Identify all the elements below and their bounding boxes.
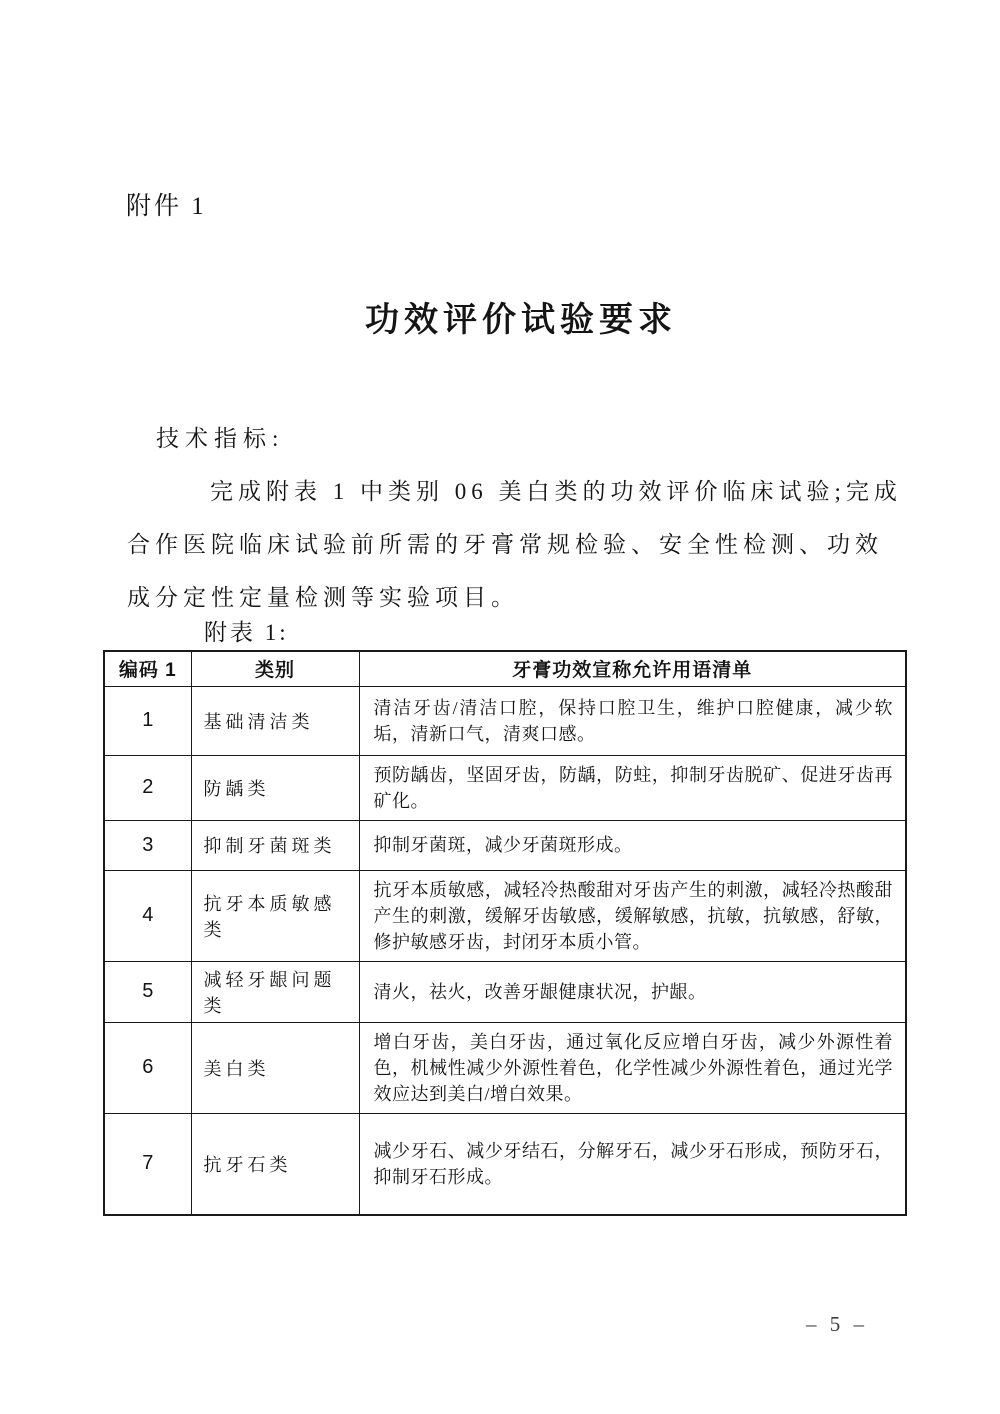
row-code: 6 bbox=[104, 1022, 191, 1113]
row-terms: 清火，祛火，改善牙龈健康状况，护龈。 bbox=[359, 961, 906, 1022]
row-code: 4 bbox=[104, 870, 191, 961]
row-code: 2 bbox=[104, 755, 191, 820]
table-caption: 附表 1: bbox=[204, 620, 289, 645]
row-terms: 抑制牙菌斑，减少牙菌斑形成。 bbox=[359, 820, 906, 870]
table-row bbox=[104, 755, 906, 820]
row-terms: 清洁牙齿/清洁口腔，保持口腔卫生，维护口腔健康，减少软垢，清新口气，清爽口感。 bbox=[359, 686, 906, 755]
row-terms: 抗牙本质敏感，减轻冷热酸甜对牙齿产生的刺激，减轻冷热酸甜产生的刺激，缓解牙齿敏感，缓解敏感，抗敏，抗敏感，舒敏，修护敏感牙齿，封闭牙本质小管。 bbox=[359, 870, 906, 961]
row-code: 3 bbox=[104, 820, 191, 870]
row-code: 1 bbox=[104, 686, 191, 755]
table-row bbox=[104, 820, 906, 870]
attachment-label: 附件 1 bbox=[126, 193, 207, 220]
table-row bbox=[104, 1113, 906, 1215]
header-category: 类别 bbox=[191, 651, 359, 686]
row-category: 抗牙石类 bbox=[191, 1113, 359, 1215]
row-category: 抗牙本质敏感类 bbox=[191, 870, 359, 961]
paragraph-line: 合作医院临床试验前所需的牙膏常规检验、安全性检测、功效 bbox=[127, 532, 883, 557]
table-row bbox=[104, 1022, 906, 1113]
row-code: 5 bbox=[104, 961, 191, 1022]
paragraph-line: 成分定性定量检测等实验项目。 bbox=[127, 585, 519, 610]
page-title: 功效评价试验要求 bbox=[365, 302, 677, 339]
row-terms: 增白牙齿，美白牙齿，通过氧化反应增白牙齿，减少外源性着色，机械性减少外源性着色，化学性减少外源性着色，通过光学效应达到美白/增白效果。 bbox=[359, 1022, 906, 1113]
paragraph-line: 完成附表 1 中类别 06 美白类的功效评价临床试验;完成 bbox=[210, 479, 902, 504]
row-terms: 减少牙石、减少牙结石，分解牙石，减少牙石形成，预防牙石，抑制牙石形成。 bbox=[359, 1113, 906, 1215]
table-row bbox=[104, 961, 906, 1022]
table-row bbox=[104, 686, 906, 755]
table-row bbox=[104, 870, 906, 961]
row-category: 防龋类 bbox=[191, 755, 359, 820]
row-category: 基础清洁类 bbox=[191, 686, 359, 755]
section-label: 技术指标: bbox=[156, 426, 285, 451]
row-category: 减轻牙龈问题类 bbox=[191, 961, 359, 1022]
row-category: 抑制牙菌斑类 bbox=[191, 820, 359, 870]
page-number: – 5 – bbox=[806, 1312, 868, 1336]
header-code: 编码 1 bbox=[104, 651, 191, 686]
row-terms: 预防龋齿，坚固牙齿，防龋，防蛀，抑制牙齿脱矿、促进牙齿再矿化。 bbox=[359, 755, 906, 820]
claims-table bbox=[103, 650, 907, 1216]
row-code: 7 bbox=[104, 1113, 191, 1215]
header-terms: 牙膏功效宣称允许用语清单 bbox=[359, 651, 906, 686]
table-header-row bbox=[104, 651, 906, 686]
row-category: 美白类 bbox=[191, 1022, 359, 1113]
